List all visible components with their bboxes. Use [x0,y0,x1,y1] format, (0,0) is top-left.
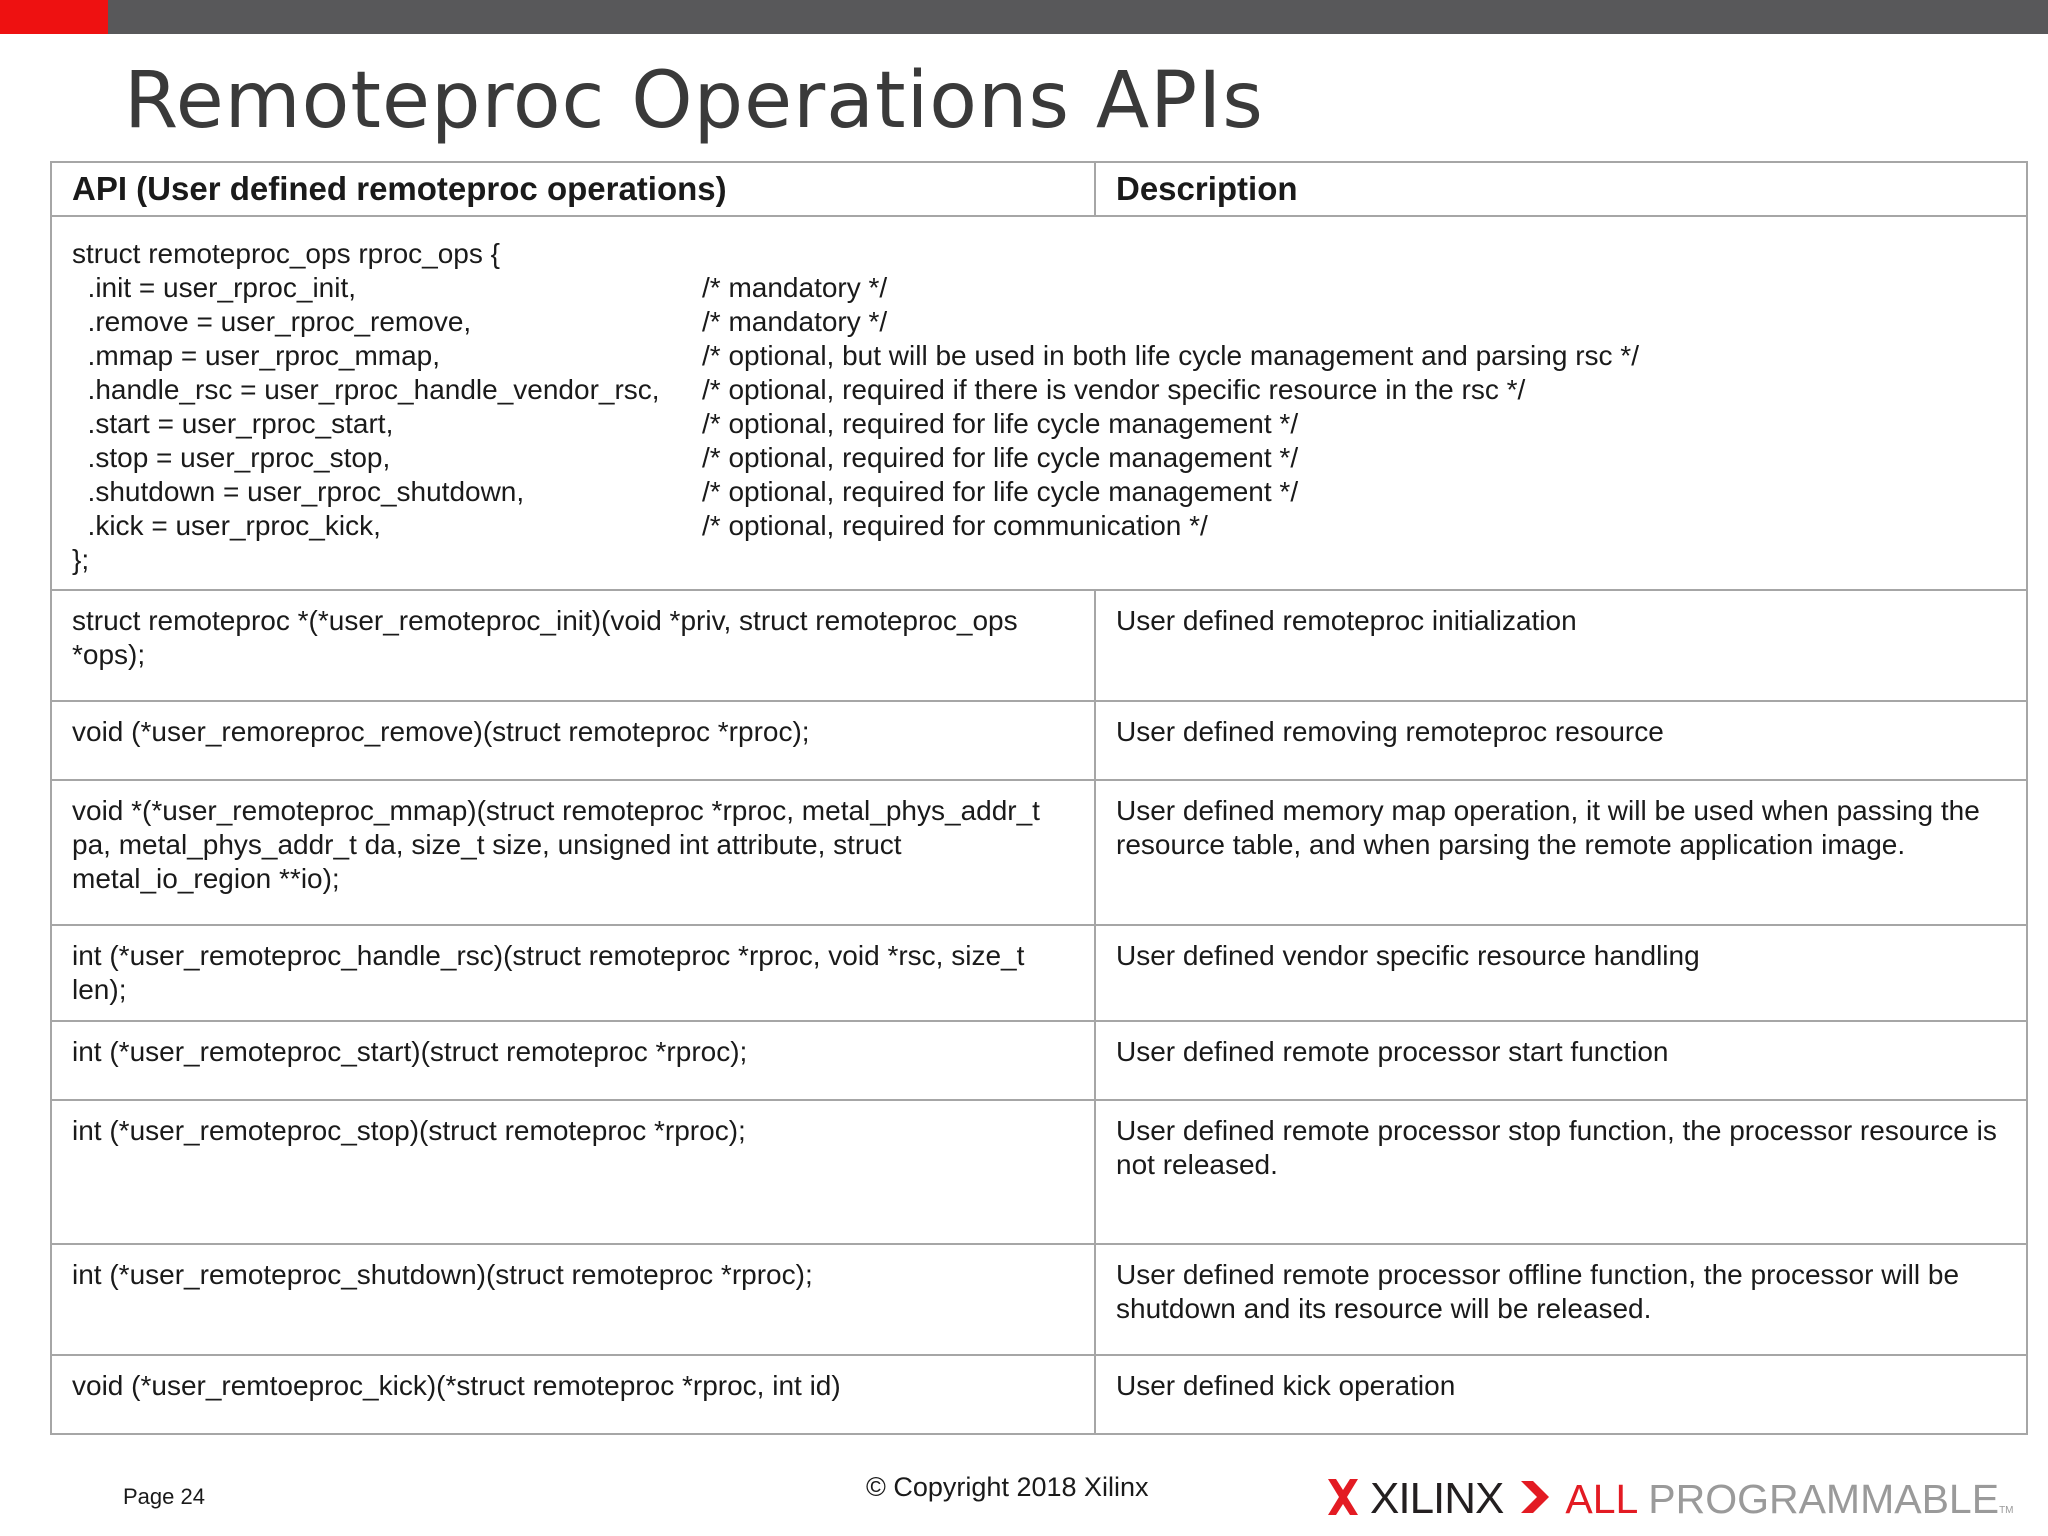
struct-row [51,216,2027,590]
struct-code: .kick = user_rproc_kick, [72,510,381,541]
xilinx-logo-icon [1326,1477,1360,1522]
api-cell: int (*user_remoteproc_stop)(struct remoteproc *rproc); [51,1100,1095,1244]
struct-comment: /* optional, required for life cycle management */ [702,476,1299,507]
struct-line [72,475,2006,509]
description-cell: User defined memory map operation, it will be used when passing the resource table, and when parsing the remote application image. [1095,780,2027,925]
api-cell: void (*user_remtoeproc_kick)(*struct remoteproc *rproc, int id) [51,1355,1095,1434]
table-row [51,590,2027,701]
table-row [51,701,2027,780]
struct-code: .start = user_rproc_start, [72,408,394,439]
description-cell: User defined removing remoteproc resource [1095,701,2027,780]
page-title: Remoteproc Operations APIs [124,56,1264,146]
tagline-rest: PROGRAMMABLE [1648,1475,2000,1522]
api-cell: void (*user_remoreproc_remove)(struct remoteproc *rproc); [51,701,1095,780]
api-cell: struct remoteproc *(*user_remoteproc_init)(void *priv, struct remoteproc_ops *ops); [51,590,1095,701]
api-cell: int (*user_remoteproc_start)(struct remoteproc *rproc); [51,1021,1095,1100]
table-row [51,925,2027,1021]
struct-code: .shutdown = user_rproc_shutdown, [72,476,525,507]
struct-line [72,373,2006,407]
page-number: Page 24 [123,1484,205,1509]
struct-comment: /* optional, required for life cycle management */ [702,442,1299,473]
tagline-all: ALL [1565,1475,1637,1522]
struct-code: .init = user_rproc_init, [72,272,357,303]
struct-comment: /* mandatory */ [702,272,888,303]
table-row [51,1100,2027,1244]
description-cell: User defined remoteproc initialization [1095,590,2027,701]
struct-line [72,509,2006,543]
struct-line [72,271,2006,305]
table-header-row [51,162,2027,216]
struct-comment: /* optional, required if there is vendor specific resource in the rsc */ [702,374,1526,405]
api-cell: int (*user_remoteproc_handle_rsc)(struct remoteproc *rproc, void *rsc, size_t len); [51,925,1095,1021]
struct-line [72,543,2006,577]
struct-comment: /* optional, but will be used in both life cycle management and parsing rsc */ [702,340,1639,371]
top-banner [0,0,2048,34]
struct-block [51,216,2027,590]
description-cell: User defined remote processor start function [1095,1021,2027,1100]
brand-name: XILINX [1370,1474,1504,1523]
api-table [50,161,2028,1435]
header-api: API (User defined remoteproc operations) [51,162,1095,216]
description-cell: User defined vendor specific resource handling [1095,925,2027,1021]
struct-code: .mmap = user_rproc_mmap, [72,340,441,371]
struct-code: .remove = user_rproc_remove, [72,306,472,337]
struct-line [72,237,2006,271]
struct-line [72,305,2006,339]
copyright-notice: © Copyright 2018 Xilinx [866,1472,1149,1502]
brand-tagline [1565,1476,1999,1523]
struct-comment: /* optional, required for life cycle management */ [702,408,1299,439]
api-cell: int (*user_remoteproc_shutdown)(struct remoteproc *rproc); [51,1244,1095,1355]
table-row [51,780,2027,925]
struct-code: .stop = user_rproc_stop, [72,442,391,473]
struct-comment: /* optional, required for communication */ [702,510,1208,541]
struct-comment: /* mandatory */ [702,306,888,337]
trademark-mark: TM [1999,1505,2014,1516]
description-cell: User defined kick operation [1095,1355,2027,1434]
api-cell: void *(*user_remoteproc_mmap)(struct remoteproc *rproc, metal_phys_addr_t pa, metal_phys_addr_t da, size_t size, unsigned int attribute, struct metal_io_region **io); [51,780,1095,925]
table-row [51,1355,2027,1434]
table-row [51,1244,2027,1355]
description-cell: User defined remote processor offline function, the processor will be shutdown and its resource will be released. [1095,1244,2027,1355]
table-row [51,1021,2027,1100]
struct-code: }; [72,544,90,575]
struct-code: .handle_rsc = user_rproc_handle_vendor_rsc, [72,374,660,405]
chevron-arrow-icon [1519,1479,1551,1520]
struct-code: struct remoteproc_ops rproc_ops { [72,238,500,269]
header-description: Description [1095,162,2027,216]
description-cell: User defined remote processor stop function, the processor resource is not released. [1095,1100,2027,1244]
struct-line [72,441,2006,475]
xilinx-brand [1326,1474,2014,1524]
struct-line [72,339,2006,373]
struct-line [72,407,2006,441]
accent-block [0,0,108,34]
